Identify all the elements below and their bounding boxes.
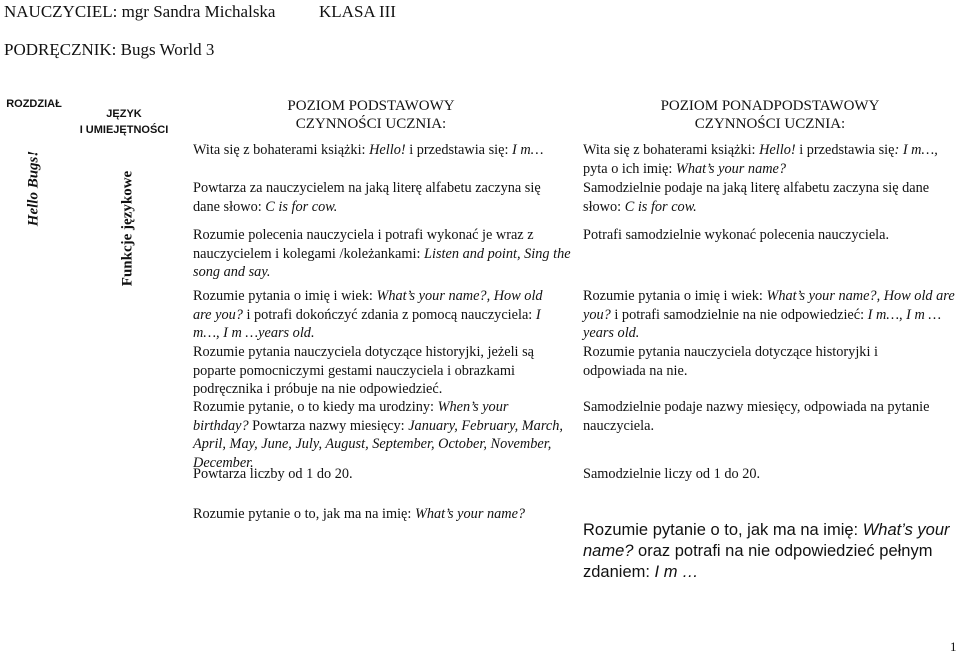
skills-column-header — [76, 106, 172, 138]
skills-title: Funkcje językowe — [119, 170, 136, 287]
teacher-name: NAUCZYCIEL: mgr Sandra Michalska — [4, 2, 276, 21]
basic-level-header — [191, 97, 551, 133]
advanced-item-7: Samodzielnie liczy od 1 do 20. — [583, 466, 761, 482]
basic-item-7: Powtarza liczby od 1 do 20. — [193, 466, 353, 482]
chapter-column-header: ROZDZIAŁ — [6, 98, 62, 110]
advanced-item-4: Rozumie pytania o imię i wiek: What’s your name?, How old are you? i potrafi samodzielnie na nie odpowiedzieć: I m…, I m …years old. — [583, 288, 955, 341]
basic-item-8: Rozumie pytanie o to, jak ma na imię: What’s your name? — [193, 506, 526, 522]
basic-level-title: POZIOM PODSTAWOWY — [287, 98, 455, 114]
advanced-item-8: Rozumie pytanie o to, jak ma na imię: What’s your name? oraz potrafi na nie odpowiedzieć pełnym zdaniem: I m … — [583, 521, 950, 581]
chapter-title: Hello Bugs! — [25, 150, 42, 227]
skills-cell — [119, 170, 136, 290]
page-number: 1 — [950, 639, 957, 654]
basic-item-3: Rozumie polecenia nauczyciela i potrafi wykonać je wraz z nauczycielem i kolegami /koleżankami: Listen and point, Sing the song and say. — [193, 227, 571, 280]
chapter-cell — [25, 148, 42, 230]
basic-item-6: Rozumie pytanie, o to kiedy ma urodziny: When’s your birthday? Powtarza nazwy miesięcy: January, February, March, April, May, June, July, August, September, October, November, December. — [193, 399, 563, 471]
basic-item-1: Wita się z bohaterami książki: Hello! i przedstawia się: I m… — [193, 142, 544, 158]
advanced-item-3: Potrafi samodzielnie wykonać polecenia nauczyciela. — [583, 227, 890, 243]
basic-item-4: Rozumie pytania o imię i wiek: What’s your name?, How old are you? i potrafi dokończyć zdania z pomocą nauczyciela: I m…, I m …years old. — [193, 288, 543, 341]
advanced-level-title: POZIOM PONADPODSTAWOWY — [660, 98, 880, 114]
advanced-item-5: Rozumie pytania nauczyciela dotyczące historyjki i odpowiada na nie. — [583, 344, 878, 379]
advanced-item-6: Samodzielnie podaje nazwy miesięcy, odpowiada na pytanie nauczyciela. — [583, 399, 930, 434]
skills-header-line1: JĘZYK — [106, 108, 142, 120]
basic-item-5: Rozumie pytania nauczyciela dotyczące historyjki, jeżeli są poparte pomocniczymi gestami nauczyciela i obrazkami podręcznika i próbuje na nie odpowiedzieć. — [193, 344, 534, 397]
advanced-level-subtitle: CZYNNOŚCI UCZNIA: — [694, 116, 846, 132]
advanced-level-header — [590, 97, 950, 133]
basic-level-subtitle: CZYNNOŚCI UCZNIA: — [295, 116, 447, 132]
skills-header-line2: I UMIEJĘTNOŚCI — [79, 124, 169, 136]
basic-item-2: Powtarza za nauczycielem na jaką literę alfabetu zaczyna się dane słowo: C is for cow. — [193, 180, 541, 215]
advanced-item-1: Wita się z bohaterami książki: Hello! i przedstawia się: I m…, pyta o ich imię: What’s your name? — [583, 142, 938, 177]
class-label: KLASA III — [319, 2, 396, 21]
advanced-item-2: Samodzielnie podaje na jaką literę alfabetu zaczyna się dane słowo: C is for cow. — [583, 180, 930, 215]
textbook-title: PODRĘCZNIK: Bugs World 3 — [4, 40, 215, 59]
